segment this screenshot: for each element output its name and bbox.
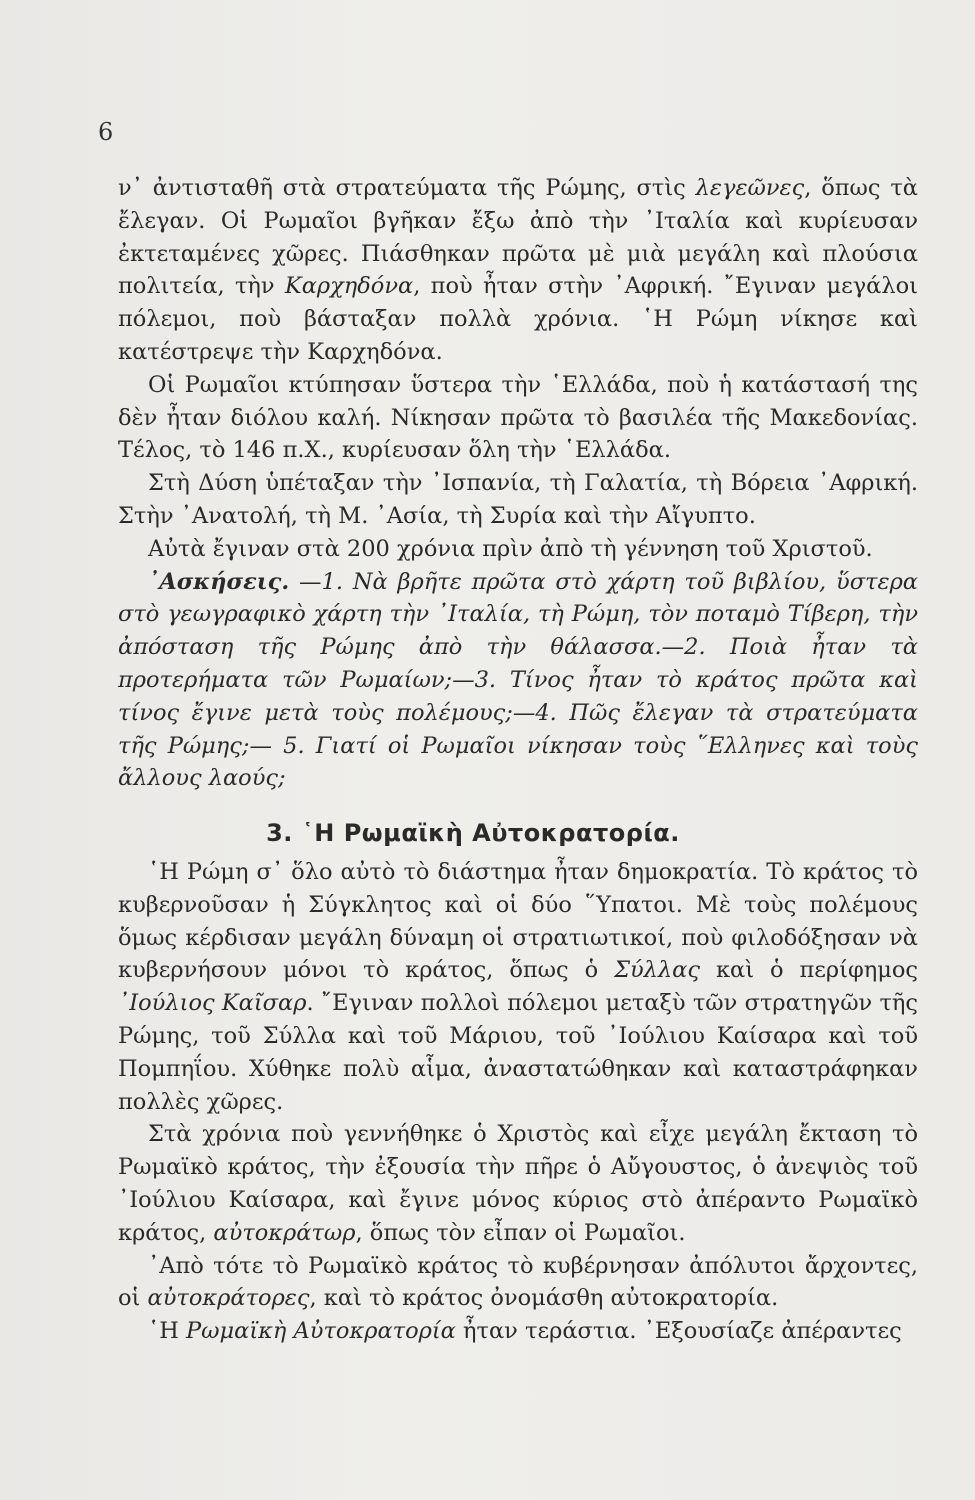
paragraph-republic: ῾Η Ρώμη σ᾽ ὅλο αὐτὸ τὸ διάστημα ἦταν δημοκρατία. Τὸ κράτος τὸ κυβερνοῦσαν ἡ Σύγκλητος καὶ οἱ δύο ῞Υπατοι. Μὲ τοὺς πολέμους ὅμως κέρδισαν μεγάλη δύναμη οἱ στρατιωτικοί, ποὺ φιλοδόξησαν νὰ κυβερνήσουν μόνοι τὸ κράτος, ὅπως ὁ Σύλλας καὶ ὁ περίφημος ᾽Ιούλιος Καῖσαρ. ῎Εγιναν πολλοὶ πόλεμοι μεταξὺ τῶν στρατηγῶν τῆς Ρώμης, τοῦ Σύλλα καὶ τοῦ Μάριου, τοῦ ᾽Ιούλιου Καίσαρα καὶ τοῦ Πομπηΐου. Χύθηκε πολὺ αἷμα, ἀναστατώθηκαν καὶ καταστράφηκαν πολλὲς χῶρες.	[118, 858, 919, 1115]
paragraph-west-east: Στὴ Δύση ὑπέταξαν τὴν ᾽Ισπανία, τὴ Γαλατία, τὴ Βόρεια ᾽Αφρική. Στὴν ᾽Ανατολή, τὴ Μ. ᾽Ασία, τὴ Συρία καὶ τὴν Αἴγυπτο.	[118, 470, 918, 529]
exercises-text: —1. Νὰ βρῆτε πρῶτα στὸ χάρτη τοῦ βιβλίου, ὕστερα στὸ γεωγραφικὸ χάρτη τὴν ᾽Ιταλία, τὴ Ρώμη, τὸν ποταμὸ Τίβερη, τὴν ἀπόσταση τῆς Ρώμης ἀπὸ τὴν θάλασσα.—2. Ποιὰ ἦταν τὰ προτερήματα τῶν Ρωμαίων;—3. Τίνος ἦταν τὸ κράτος πρῶτα καὶ τίνος ἔγινε μετὰ τοὺς πολέμους;—4. Πῶς ἔλεγαν τὰ στρατεύματα τῆς Ρώμης;— 5. Γιατί οἱ Ρωμαῖοι νίκησαν τοὺς ῞Ελληνες καὶ τοὺς ἄλλους λαούς;	[118, 568, 918, 792]
page-text	[118, 172, 918, 1348]
exercises	[118, 566, 918, 796]
paragraph-greece: Οἱ Ρωμαῖοι κτύπησαν ὕστερα τὴν ῾Ελλάδα, ποὺ ἡ κατάστασή της δὲν ἦταν διόλου καλή. Νίκησαν πρῶτα τὸ βασιλέα τῆς Μακεδονίας. Τέλος, τὸ 146 π.Χ., κυρίευσαν ὅλη τὴν ῾Ελλάδα.	[118, 371, 918, 464]
paragraph-rome-expansion: ν᾽ ἀντισταθῆ στὰ στρατεύματα τῆς Ρώμης, στὶς λεγεῶνες, ὅπως τὰ ἔλεγαν. Οἱ Ρωμαῖοι βγῆκαν ἔξω ἀπὸ τὴν ᾽Ιταλία καὶ κυρίευσαν ἐκτεταμένες χῶρες. Πιάσθηκαν πρῶτα μὲ μιὰ μεγάλη καὶ πλούσια πολιτεία, τὴν Καρχηδόνα, ποὺ ἦταν στὴν ᾽Αφρική. ῎Εγιναν μεγάλοι πόλεμοι, ποὺ βάσταξαν πολλὰ χρόνια. ῾Η Ρώμη νίκησε καὶ κατέστρεψε τὴν Καρχηδόνα.	[118, 175, 919, 365]
exercises-label: ᾽Ασκήσεις.	[148, 568, 290, 595]
paragraph-augustus: Στὰ χρόνια ποὺ γεννήθηκε ὁ Χριστὸς καὶ εἶχε μεγάλη ἔκταση τὸ Ρωμαϊκὸ κράτος, τὴν ἐξουσία τὴν πῆρε ὁ Αὔγουστος, ὁ ἀνεψιὸς τοῦ ᾽Ιούλιου Καίσαρα, καὶ ἔγινε μόνος κύριος στὸ ἀπέραντο Ρωμαϊκὸ κράτος, αὐτοκράτωρ, ὅπως τὸν εἶπαν οἱ Ρωμαῖοι.	[118, 1121, 918, 1246]
paragraph-empire-size: ῾Η Ρωμαϊκὴ Αὐτοκρατορία ἦταν τεράστια. ᾽Εξουσίαζε ἀπέραντες	[148, 1318, 902, 1345]
section-heading: 3. ῾Η Ρωμαϊκὴ Αὐτοκρατορία.	[266, 819, 680, 848]
page-number: 6	[98, 118, 114, 146]
paragraph-timeline: Αὐτὰ ἔγιναν στὰ 200 χρόνια πρὶν ἀπὸ τὴ γέννηση τοῦ Χριστοῦ.	[148, 535, 873, 562]
paragraph-emperors: ᾽Απὸ τότε τὸ Ρωμαϊκὸ κράτος τὸ κυβέρνησαν ἀπόλυτοι ἄρχοντες, οἱ αὐτοκράτορες, καὶ τὸ κράτος ὀνομάσθη αὐτοκρατορία.	[118, 1252, 918, 1312]
